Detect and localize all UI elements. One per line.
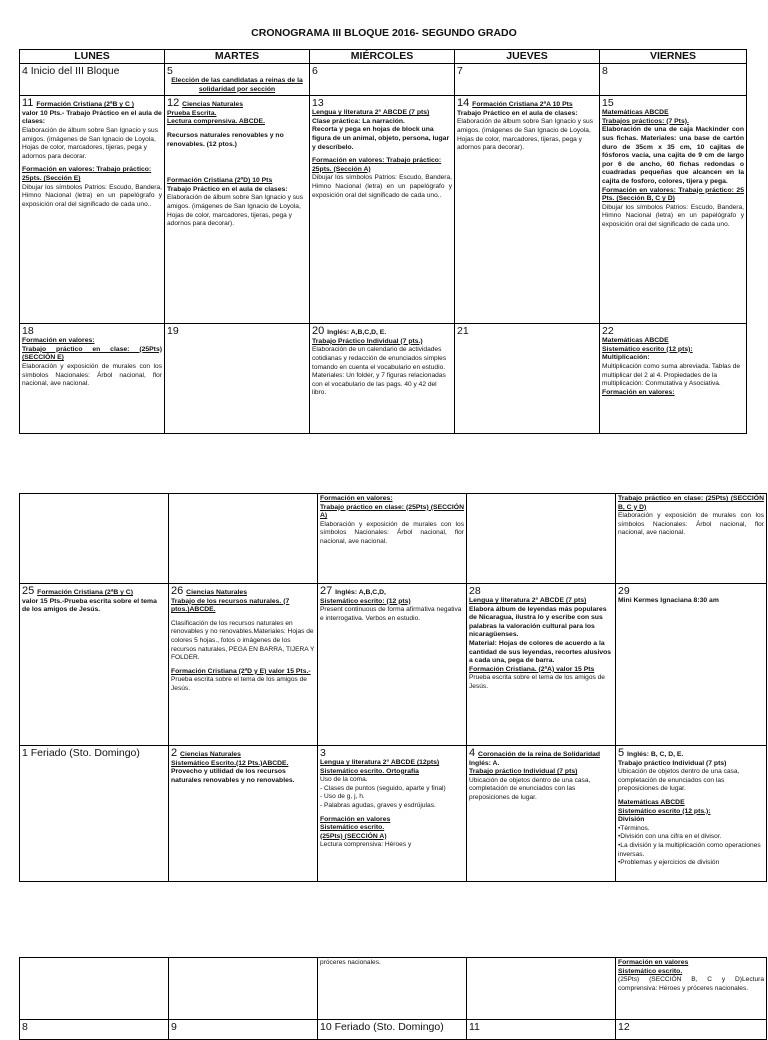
subject-heading: Ciencias Naturales (186, 589, 247, 596)
subject-heading: Formación en valores: (22, 337, 95, 345)
task-text: Dibujar los símbolos Patrios: Escudo, Bandera, Himno Nacional (letra) en un papelógrafo y exposición oral del significado de cada uno.. (22, 183, 162, 208)
day-cell (616, 1020, 767, 1040)
task-heading: Formación en valores: (602, 388, 675, 396)
day-number: 14 (457, 97, 470, 110)
day-number: 1 Feriado (Sto. Domingo) (22, 747, 140, 759)
day-cell (318, 746, 467, 882)
day-cell (169, 1020, 318, 1040)
task-text: Elaboración y exposición de murales con los símbolos Nacionales: Árbol nacional, flor nacional, ave nacional. (618, 512, 764, 537)
day-cell (455, 96, 600, 324)
day-number: 25 (22, 585, 35, 597)
task-text: •La división y la multiplicación como operaciones inversas. (618, 841, 761, 858)
task-heading: Trabajo Práctico en el aula de clases: (167, 185, 288, 193)
day-cell (467, 746, 616, 882)
schedule-table-1 (19, 49, 747, 434)
subject-heading: Lengua y literatura 2° ABCDE (12pts) (320, 759, 440, 766)
task-heading: Sistemático escrito. Ortografía (320, 767, 419, 775)
day-cell (169, 746, 318, 882)
day-cell (165, 96, 310, 324)
task-heading: Formación en valores: Trabajo práctico: 25 Pts. (Sección B, C y D) (602, 186, 744, 203)
task-text: valor 15 Pts.-Prueba escrita sobre el tema de los amigos de Jesús. (22, 597, 157, 614)
day-number: 2 (171, 747, 178, 759)
task-text: •Términos. (618, 824, 650, 832)
day-number: 28 (469, 585, 481, 597)
subject-heading: Formación Cristiana 2ªA 10 Pts (472, 101, 573, 109)
day-cell (165, 64, 310, 96)
header-wednesday: MIÉRCOLES (310, 50, 455, 64)
event-text: Coronación de la reina de Solidaridad (478, 751, 601, 758)
schedule-table-3 (19, 957, 767, 1040)
subject-heading: Matemáticas ABCDE (618, 798, 685, 806)
event-text: Mini Kermes Ignaciana 8:30 am (618, 597, 719, 604)
task-text: Elaboración de una de caja Mackinder con sus fichas. Materiales: una base de cartón duro de 35cm x 35 cm, 10 cajitas de fósforos vacía, una cajita de 9 cm de largo por 6 de ancho, 60 fichas redondas o cuadradas pequeñas que alcancen en la cajita de fosforo, colores, tijera y pega. (602, 126, 744, 185)
task-heading: Trabajo práctico en clase: (25Pts) (SECCIÓN B, C y D) (618, 495, 764, 511)
subject-heading: Inglés: B, C, D, E. (627, 751, 684, 758)
task-text: Recursos naturales renovables y no renovables. (12 ptos.) (167, 131, 284, 148)
day-cell (467, 958, 616, 1020)
day-cell (616, 958, 767, 1020)
task-text: Uso de la coma. (320, 776, 368, 784)
day-cell (318, 494, 467, 584)
task-heading: Sistemático Escrito.(12 Pts.)ABCDE. (171, 759, 289, 767)
subject-heading: Formación Cristiana (2ªB y C) (37, 589, 133, 596)
day-cell (318, 584, 467, 746)
subject-heading: Formación Cristiana (2ªD y E) valor 15 Pts.- (171, 667, 311, 675)
week-row (20, 324, 747, 434)
task-text: Elaboración de un calendario de actividades cotidianas y redacción de enunciados simples tomando en cuenta el vocabulario en estudio. Materiales: Un folder, y 7 figuras relacionadas con el vocabulario de las pags. 40 y 42 del libro. (312, 346, 447, 397)
day-cell (169, 584, 318, 746)
task-heading: Formación en valores: Trabajo práctico: 25pts. (Sección E) (22, 166, 152, 182)
week-row (20, 746, 767, 882)
task-heading: valor 10 Pts.- Trabajo Práctico en el aula de clases: (22, 109, 162, 126)
task-heading: Prueba Escrita. (167, 109, 217, 117)
task-text: Present continuous de forma afirmativa negativa e interrogativa. Verbos en estudio. (320, 606, 462, 622)
task-text: Dibujar los símbolos Patrios: Escudo, Bandera, Himno Nacional (letra) en un papelógrafo y exposición oral del significado de cada uno. (602, 203, 744, 228)
task-text: Material: Hojas de colores de acuerdo a la cantidad de sus leyendas, recortes alusivos a cada una, pega de barra. (469, 639, 612, 665)
day-number: 12 (618, 1021, 630, 1033)
day-number: 13 (312, 97, 324, 110)
header-monday: LUNES (20, 50, 165, 64)
task-text: Elaboración de álbum sobre San Ignacio y sus amigos. (imágenes de San Ignacio de Loyola, Hojas de color, marcadores, tijeras, pega y adornos para decorar. (22, 126, 158, 160)
task-text: Elaboración y exposición de murales con los símbolos Nacionales: Árbol nacional, flor nacional, ave nacional. (320, 520, 464, 545)
task-heading: Formación en valores: Trabajo práctico: 25pts. (Sección A) (312, 157, 442, 173)
subject-heading: Formación Cristiana (2ºD) 10 Pts (167, 177, 273, 185)
header-tuesday: MARTES (165, 50, 310, 64)
task-heading: Trabajo Práctico en el aula de clases: (457, 109, 578, 117)
subject-heading: Formación en valores: (320, 495, 393, 502)
day-cell (169, 958, 318, 1020)
header-friday: VIERNES (600, 50, 747, 64)
event-text: Elección de las candidatas a reinas de la solidaridad por sección (171, 77, 303, 93)
task-heading: Sistemático escrito: (12 pts) (320, 597, 411, 605)
day-number: 18 (22, 325, 34, 338)
day-cell (20, 584, 169, 746)
task-heading: Trabajo de los recursos naturales. (7 ptos.)ABCDE. (171, 597, 290, 614)
task-heading: Sistemático escrito (12 pts.): (618, 807, 711, 815)
day-cell (310, 64, 455, 96)
day-cell (20, 746, 169, 882)
day-cell (318, 1020, 467, 1040)
day-number: 12 (167, 97, 180, 110)
day-number: 27 (320, 585, 333, 597)
task-text: (25Pts) (SECCIÓN B, C y D)Lectura comprensiva: Héroes y próceres nacionales. (618, 976, 764, 992)
day-number: 29 (618, 585, 630, 597)
day-cell (165, 324, 310, 434)
day-cell (467, 584, 616, 746)
day-cell (616, 494, 767, 584)
task-heading: Trabajo práctico en clase: (25Pts) (SECCIÓN E) (22, 345, 162, 362)
day-number: 15 (602, 97, 614, 110)
task-heading: Multiplicación: (602, 354, 650, 362)
task-text: - Clases de puntos (seguido, aparte y final) (320, 784, 446, 792)
day-number: 21 (457, 325, 469, 338)
day-cell (467, 494, 616, 584)
subject-heading: Matemáticas ABCDE (602, 337, 669, 345)
week-row (20, 1020, 767, 1040)
task-text: Lectura comprensiva: Héroes y (320, 841, 412, 849)
task-text: próceres nacionales. (320, 959, 381, 966)
task-heading: Trabajo Práctico Individual (7 pts.) (312, 337, 423, 345)
day-number: 5 (618, 747, 625, 759)
task-text: Dibujar los símbolos Patrios: Escudo, Bandera, Himno Nacional (letra) en un papelógrafo y exposición oral del significado de cada uno.. (312, 174, 452, 199)
subject-heading: Lengua y literatura 2° ABCDE (7 pts) (312, 109, 430, 117)
day-cell (20, 96, 165, 324)
subject-heading: Inglés: A. (469, 759, 500, 767)
task-text: Elaboración y exposición de murales con los símbolos Nacionales: Árbol nacional, flor nacional, ave nacional. (22, 362, 162, 388)
day-cell (20, 324, 165, 434)
day-cell (169, 494, 318, 584)
subject-heading: Formación Cristiana. (2ªA) valor 15 Pts (469, 665, 595, 673)
day-number: 4 (469, 747, 476, 759)
task-heading: División (618, 816, 645, 824)
task-heading: (25Pts) (SECCIÓN A) (320, 832, 387, 840)
task-heading: Clase práctica: La narración. (312, 117, 405, 125)
subject-heading: Ciencias Naturales (182, 101, 243, 109)
header-thursday: JUEVES (455, 50, 600, 64)
day-number: 26 (171, 585, 184, 597)
task-text: - Palabras agudas, graves y esdrújulas. (320, 801, 436, 809)
day-cell (20, 958, 169, 1020)
task-heading: Sistemático escrito. (618, 967, 683, 975)
day-number: 6 (312, 65, 318, 77)
day-cell (20, 1020, 169, 1040)
day-cell (467, 1020, 616, 1040)
schedule-table-2 (19, 493, 767, 882)
subject-heading: Inglés: A,B,C,D, E. (327, 329, 387, 337)
task-text: Ubicación de objetos dentro de una casa, completación de enunciados con las preposiciones de lugar. (469, 776, 591, 801)
subject-heading: Ciencias Naturales (180, 751, 241, 758)
day-cell (616, 746, 767, 882)
day-number: 11 (469, 1021, 480, 1033)
subject-heading: Formación Cristiana (2ªB y C ) (36, 101, 135, 109)
day-number: 8 (22, 1021, 28, 1033)
day-cell (600, 324, 747, 434)
day-number: 8 (602, 65, 608, 77)
day-cell (600, 96, 747, 324)
day-cell (455, 324, 600, 434)
task-heading: Trabajo práctico Individual (7 pts) (469, 768, 578, 776)
subject-heading: Formación en valores (320, 815, 391, 823)
task-text: •Problemas y ejercicios de división (618, 859, 720, 867)
day-number: 5 (167, 65, 173, 77)
weekday-header-row (20, 50, 747, 64)
task-text: Ubicación de objetos dentro de una casa, completación de enunciados con las preposiciones de lugar. (618, 768, 740, 793)
task-text: Elabora álbum de leyendas más populares de Nicaragua, ilustra lo y escribe con sus palabras la valoración cultural para los nicaragüenses. (469, 605, 607, 639)
subject-heading: Lengua y literatura 2° ABCDE (7 pts) (469, 597, 587, 604)
week-row (20, 64, 747, 96)
week-row (20, 96, 747, 324)
task-heading: Trabajo práctico en clase: (25Pts) (SECCIÓN A) (320, 503, 464, 520)
task-text: Multiplicación como suma abreviada. Tablas de multiplicar del 2 al 4. Propiedades de la multiplicación: Conmutativa y Asociativa. (602, 362, 741, 388)
subject-heading: Formación en valores (618, 959, 689, 966)
page-title: CRONOGRAMA III BLOQUE 2016- SEGUNDO GRADO (251, 27, 517, 39)
task-heading: Sistemático escrito (12 pts): (602, 345, 693, 353)
day-number: 11 (22, 97, 34, 110)
task-heading: Trabajo práctico Individual (7 pts) (618, 759, 727, 767)
day-cell (20, 494, 169, 584)
task-text: Clasificación de los recursos naturales en renovables y no renovables.Materiales: Hojas de colores 5 hojas., fotos o imágenes de los recursos naturales, PEGA EN BARRA, TIJERA Y FOLDER. (171, 619, 315, 662)
day-number: 22 (602, 325, 614, 338)
day-cell (318, 958, 467, 1020)
task-heading: Lectura comprensiva. ABCDE. (167, 118, 265, 126)
task-heading: Trabajos prácticos: (7 Pts). (602, 117, 689, 125)
task-text: - Uso de g, j, h. (320, 793, 365, 801)
week-row (20, 584, 767, 746)
task-text: Prueba escrita sobre el tema de los amigos de Jesús. (171, 676, 307, 692)
day-number: 10 Feriado (Sto. Domingo) (320, 1021, 444, 1033)
day-number: 9 (171, 1021, 177, 1033)
day-cell (616, 584, 767, 746)
day-cell (455, 64, 600, 96)
day-cell (310, 96, 455, 324)
day-cell (310, 324, 455, 434)
day-cell (20, 64, 165, 96)
day-number: 4 Inicio del III Bloque (22, 65, 120, 77)
subject-heading: Inglés: A,B,C,D, (335, 589, 386, 596)
week-row-continued (20, 958, 767, 1020)
task-text: Provecho y utilidad de los recursos naturales renovables y no renovables. (171, 768, 295, 784)
task-text: Prueba escrita sobre el tema de los amigos de Jesús. (469, 674, 605, 690)
day-number: 3 (320, 747, 326, 759)
subject-heading: Matemáticas ABCDE (602, 109, 669, 117)
task-text: Recorta y pega en hojas de block una figura de un animal, objeto, persona, lugar y descríbelo. (312, 126, 450, 151)
day-number: 19 (167, 325, 179, 338)
day-number: 7 (457, 65, 463, 77)
task-text: Elaboración de álbum sobre San Ignacio y sus amigos. (imágenes de San Ignacio de Loyola, Hojas de color, marcadores, tijeras, pega y adornos para decorar). (167, 194, 303, 228)
day-cell (600, 64, 747, 96)
task-text: Elaboración de álbum sobre San Ignacio y sus amigos. (imágenes de San Ignacio de Loyola, Hojas de color, marcadores, tijeras, pega y adornos para decorar). (457, 118, 593, 152)
task-heading: Sistemático escrito. (320, 824, 385, 832)
day-number: 20 (312, 325, 325, 338)
task-text: •División con una cifra en el divisor. (618, 833, 722, 841)
week-row-continued (20, 494, 767, 584)
